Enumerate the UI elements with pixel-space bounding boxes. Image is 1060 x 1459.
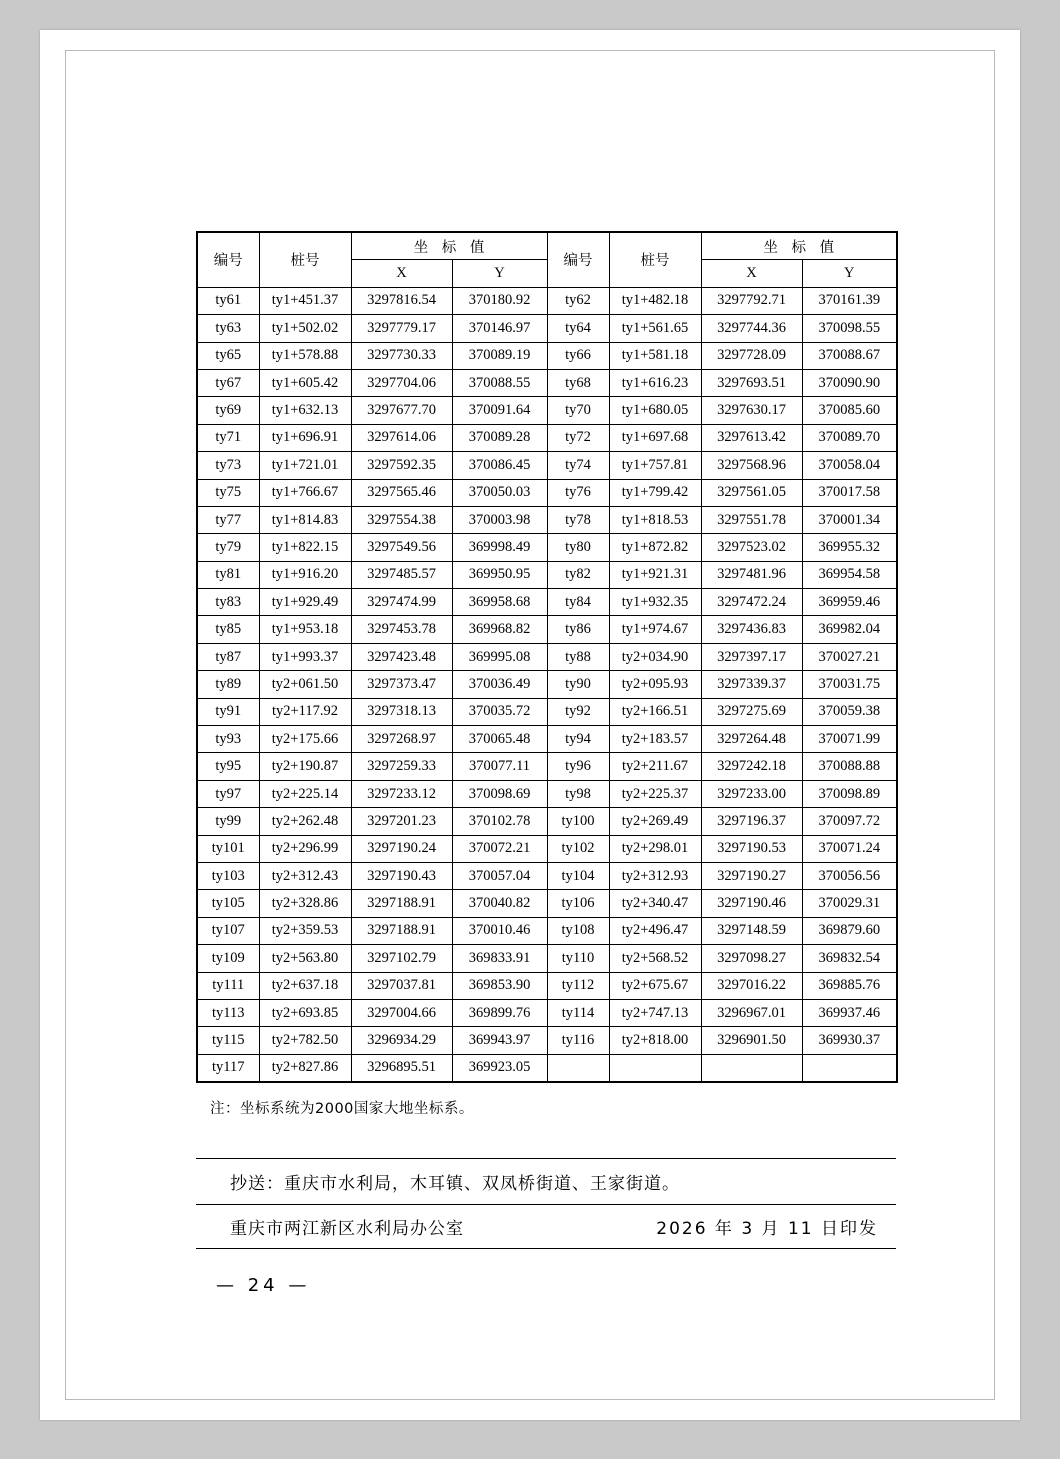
table-cell: ty1+974.67 — [609, 616, 701, 643]
table-row — [197, 369, 897, 396]
table-cell: ty2+637.18 — [259, 972, 351, 999]
table-cell: ty1+993.37 — [259, 643, 351, 670]
table-cell: 370077.11 — [452, 753, 547, 780]
table-cell: 3297614.06 — [351, 424, 452, 451]
table-cell: 3296901.50 — [701, 1027, 802, 1054]
table-cell: 3297242.18 — [701, 753, 802, 780]
table-cell: ty115 — [197, 1027, 259, 1054]
table-cell: ty1+696.91 — [259, 424, 351, 451]
table-cell: 3297190.46 — [701, 890, 802, 917]
table-cell: 3297630.17 — [701, 397, 802, 424]
table-cell: ty2+211.67 — [609, 753, 701, 780]
table-cell: 3297233.00 — [701, 780, 802, 807]
table-cell: ty1+814.83 — [259, 506, 351, 533]
table-cell: ty1+929.49 — [259, 589, 351, 616]
table-cell: ty1+766.67 — [259, 479, 351, 506]
table-cell: 370036.49 — [452, 671, 547, 698]
table-cell: ty2+296.99 — [259, 835, 351, 862]
table-cell: 370089.28 — [452, 424, 547, 451]
footer-bottom-rule — [196, 1248, 896, 1249]
table-cell: ty2+269.49 — [609, 808, 701, 835]
table-cell: ty70 — [547, 397, 609, 424]
table-cell — [609, 1054, 701, 1082]
table-row — [197, 397, 897, 424]
table-row — [197, 616, 897, 643]
table-cell: 370031.75 — [802, 671, 897, 698]
table-cell: 3297565.46 — [351, 479, 452, 506]
table-cell: ty105 — [197, 890, 259, 917]
issuer-name: 重庆市两江新区水利局办公室 — [230, 1219, 464, 1240]
table-cell: 370017.58 — [802, 479, 897, 506]
table-cell: ty1+799.42 — [609, 479, 701, 506]
table-cell: 3297613.42 — [701, 424, 802, 451]
header-id-right: 编号 — [547, 232, 609, 287]
table-cell: ty1+502.02 — [259, 315, 351, 342]
table-cell: ty90 — [547, 671, 609, 698]
table-cell: 370098.69 — [452, 780, 547, 807]
table-cell: ty74 — [547, 452, 609, 479]
table-cell: 370071.99 — [802, 726, 897, 753]
table-cell: ty2+693.85 — [259, 999, 351, 1026]
table-cell: ty116 — [547, 1027, 609, 1054]
table-cell: ty1+680.05 — [609, 397, 701, 424]
table-cell: 370091.64 — [452, 397, 547, 424]
table-cell: 370065.48 — [452, 726, 547, 753]
table-cell: 3297188.91 — [351, 917, 452, 944]
table-cell: ty96 — [547, 753, 609, 780]
table-row — [197, 589, 897, 616]
table-cell: ty101 — [197, 835, 259, 862]
table-cell: ty1+581.18 — [609, 342, 701, 369]
table-cell: 3297004.66 — [351, 999, 452, 1026]
table-cell: ty2+190.87 — [259, 753, 351, 780]
table-cell: ty71 — [197, 424, 259, 451]
table-cell: 3297453.78 — [351, 616, 452, 643]
table-cell: ty83 — [197, 589, 259, 616]
table-row — [197, 534, 897, 561]
table-row — [197, 315, 897, 342]
table-cell: ty2+175.66 — [259, 726, 351, 753]
table-cell: 369937.46 — [802, 999, 897, 1026]
table-cell: ty1+721.01 — [259, 452, 351, 479]
header-x-right: X — [701, 260, 802, 287]
table-cell: 3297423.48 — [351, 643, 452, 670]
table-cell: 3297190.43 — [351, 862, 452, 889]
table-cell: 3297704.06 — [351, 369, 452, 396]
table-cell: 369954.58 — [802, 561, 897, 588]
table-cell: 369833.91 — [452, 945, 547, 972]
table-cell: ty1+616.23 — [609, 369, 701, 396]
table-cell: ty1+578.88 — [259, 342, 351, 369]
table-row — [197, 698, 897, 725]
table-cell: ty1+451.37 — [259, 287, 351, 314]
table-row — [197, 945, 897, 972]
page-border — [65, 50, 995, 1400]
table-cell: 370056.56 — [802, 862, 897, 889]
table-cell: 369968.82 — [452, 616, 547, 643]
table-cell: ty1+632.13 — [259, 397, 351, 424]
table-cell: 3297474.99 — [351, 589, 452, 616]
table-cell: ty103 — [197, 862, 259, 889]
page-number: — 24 — — [216, 1275, 311, 1297]
table-row — [197, 424, 897, 451]
page-content — [196, 231, 896, 1296]
table-cell: 370102.78 — [452, 808, 547, 835]
table-cell: ty100 — [547, 808, 609, 835]
table-cell: ty72 — [547, 424, 609, 451]
table-cell: 370057.04 — [452, 862, 547, 889]
table-cell: ty2+166.51 — [609, 698, 701, 725]
table-cell: 369982.04 — [802, 616, 897, 643]
table-cell: 3297098.27 — [701, 945, 802, 972]
table-cell: ty1+818.53 — [609, 506, 701, 533]
table-cell: 370089.70 — [802, 424, 897, 451]
table-cell: ty68 — [547, 369, 609, 396]
table-row — [197, 671, 897, 698]
table-cell: ty64 — [547, 315, 609, 342]
table-cell: 3297190.53 — [701, 835, 802, 862]
table-cell: ty2+225.14 — [259, 780, 351, 807]
table-cell: 3297268.97 — [351, 726, 452, 753]
table-cell: ty67 — [197, 369, 259, 396]
table-cell: 3297816.54 — [351, 287, 452, 314]
table-cell: ty2+312.93 — [609, 862, 701, 889]
table-cell: 3297190.27 — [701, 862, 802, 889]
table-cell: 369899.76 — [452, 999, 547, 1026]
table-cell: ty2+117.92 — [259, 698, 351, 725]
table-cell: 3297568.96 — [701, 452, 802, 479]
table-row — [197, 479, 897, 506]
table-cell — [802, 1054, 897, 1082]
table-cell: 370050.03 — [452, 479, 547, 506]
table-cell: 370097.72 — [802, 808, 897, 835]
table-cell: ty98 — [547, 780, 609, 807]
table-cell: ty69 — [197, 397, 259, 424]
table-cell: ty91 — [197, 698, 259, 725]
table-note: 注：坐标系统为2000国家大地坐标系。 — [210, 1101, 474, 1118]
table-cell: 3297561.05 — [701, 479, 802, 506]
table-cell: ty62 — [547, 287, 609, 314]
table-cell: 370098.89 — [802, 780, 897, 807]
table-cell: 3296934.29 — [351, 1027, 452, 1054]
table-row — [197, 808, 897, 835]
table-cell — [547, 1054, 609, 1082]
table-cell: 369943.97 — [452, 1027, 547, 1054]
table-header-row-1 — [197, 232, 897, 260]
table-cell: ty2+359.53 — [259, 917, 351, 944]
header-pile-right: 桩号 — [609, 232, 701, 287]
table-cell: ty2+095.93 — [609, 671, 701, 698]
table-cell: 370059.38 — [802, 698, 897, 725]
table-cell: 3297102.79 — [351, 945, 452, 972]
table-cell: ty85 — [197, 616, 259, 643]
table-cell: ty102 — [547, 835, 609, 862]
header-pile-left: 桩号 — [259, 232, 351, 287]
table-cell: 3297549.56 — [351, 534, 452, 561]
table-cell: ty99 — [197, 808, 259, 835]
table-row — [197, 835, 897, 862]
table-cell: 370003.98 — [452, 506, 547, 533]
table-cell: ty2+340.47 — [609, 890, 701, 917]
table-cell: ty79 — [197, 534, 259, 561]
issue-row — [196, 1205, 896, 1248]
table-cell: 370029.31 — [802, 890, 897, 917]
table-cell: 3297436.83 — [701, 616, 802, 643]
table-cell: 3297373.47 — [351, 671, 452, 698]
table-row — [197, 753, 897, 780]
table-cell: ty65 — [197, 342, 259, 369]
table-cell: 370010.46 — [452, 917, 547, 944]
table-cell: ty87 — [197, 643, 259, 670]
table-cell: ty1+872.82 — [609, 534, 701, 561]
table-header — [197, 232, 897, 287]
table-cell: ty2+298.01 — [609, 835, 701, 862]
table-cell: 3297188.91 — [351, 890, 452, 917]
header-id-left: 编号 — [197, 232, 259, 287]
table-cell: ty1+561.65 — [609, 315, 701, 342]
table-cell: 3297201.23 — [351, 808, 452, 835]
table-cell: ty2+827.86 — [259, 1054, 351, 1082]
table-cell: ty78 — [547, 506, 609, 533]
table-cell: ty111 — [197, 972, 259, 999]
table-cell: ty2+782.50 — [259, 1027, 351, 1054]
table-body — [197, 287, 897, 1082]
table-cell: 3297472.24 — [701, 589, 802, 616]
table-cell: ty76 — [547, 479, 609, 506]
table-cell: ty2+563.80 — [259, 945, 351, 972]
table-cell: ty77 — [197, 506, 259, 533]
cc-line: 抄送：重庆市水利局，木耳镇、双凤桥街道、王家街道。 — [230, 1174, 680, 1195]
table-cell: ty2+312.43 — [259, 862, 351, 889]
table-cell: ty106 — [547, 890, 609, 917]
table-cell: 370035.72 — [452, 698, 547, 725]
table-cell: ty2+183.57 — [609, 726, 701, 753]
document-page — [40, 30, 1020, 1420]
table-row — [197, 917, 897, 944]
table-cell: ty1+822.15 — [259, 534, 351, 561]
table-cell: 3297728.09 — [701, 342, 802, 369]
table-cell: 370088.67 — [802, 342, 897, 369]
table-cell: ty2+262.48 — [259, 808, 351, 835]
header-x-left: X — [351, 260, 452, 287]
table-cell: 3297397.17 — [701, 643, 802, 670]
table-cell: ty93 — [197, 726, 259, 753]
table-row — [197, 643, 897, 670]
table-cell: 369923.05 — [452, 1054, 547, 1082]
table-cell: 370089.19 — [452, 342, 547, 369]
table-cell: 3297677.70 — [351, 397, 452, 424]
table-cell: 3297264.48 — [701, 726, 802, 753]
table-cell: 3297190.24 — [351, 835, 452, 862]
table-cell: 369998.49 — [452, 534, 547, 561]
table-row — [197, 1027, 897, 1054]
table-cell: ty104 — [547, 862, 609, 889]
table-cell: 370086.45 — [452, 452, 547, 479]
header-coord-group-right: 坐 标 值 — [701, 232, 897, 260]
table-cell: 3297523.02 — [701, 534, 802, 561]
table-cell: ty2+328.86 — [259, 890, 351, 917]
table-cell: 3297318.13 — [351, 698, 452, 725]
table-cell: 369879.60 — [802, 917, 897, 944]
table-cell: ty80 — [547, 534, 609, 561]
table-cell: ty2+747.13 — [609, 999, 701, 1026]
table-cell: ty75 — [197, 479, 259, 506]
table-cell: 370088.88 — [802, 753, 897, 780]
table-cell: ty1+605.42 — [259, 369, 351, 396]
table-cell: 370090.90 — [802, 369, 897, 396]
document-footer — [196, 1158, 896, 1249]
table-cell: ty63 — [197, 315, 259, 342]
table-cell: 369930.37 — [802, 1027, 897, 1054]
table-cell: ty73 — [197, 452, 259, 479]
table-cell — [701, 1054, 802, 1082]
table-cell: 369832.54 — [802, 945, 897, 972]
table-cell: 369950.95 — [452, 561, 547, 588]
table-cell: 3297554.38 — [351, 506, 452, 533]
table-cell: ty112 — [547, 972, 609, 999]
table-cell: 370071.24 — [802, 835, 897, 862]
table-cell: ty92 — [547, 698, 609, 725]
table-cell: 3297792.71 — [701, 287, 802, 314]
table-cell: ty81 — [197, 561, 259, 588]
table-row — [197, 726, 897, 753]
table-cell: 370161.39 — [802, 287, 897, 314]
table-row — [197, 999, 897, 1026]
table-cell: 3297551.78 — [701, 506, 802, 533]
table-cell: ty89 — [197, 671, 259, 698]
table-cell: ty113 — [197, 999, 259, 1026]
table-cell: 3296895.51 — [351, 1054, 452, 1082]
table-cell: ty61 — [197, 287, 259, 314]
table-cell: ty2+818.00 — [609, 1027, 701, 1054]
table-cell: 369995.08 — [452, 643, 547, 670]
table-cell: ty86 — [547, 616, 609, 643]
table-cell: ty97 — [197, 780, 259, 807]
coordinate-table — [196, 231, 898, 1083]
table-row — [197, 506, 897, 533]
table-cell: 3297275.69 — [701, 698, 802, 725]
table-cell: 370058.04 — [802, 452, 897, 479]
table-cell: ty2+496.47 — [609, 917, 701, 944]
table-cell: 369885.76 — [802, 972, 897, 999]
table-cell: 3297339.37 — [701, 671, 802, 698]
table-cell: 370146.97 — [452, 315, 547, 342]
table-cell: ty117 — [197, 1054, 259, 1082]
table-cell: ty1+932.35 — [609, 589, 701, 616]
table-cell: ty94 — [547, 726, 609, 753]
table-cell: 369853.90 — [452, 972, 547, 999]
table-cell: 3297592.35 — [351, 452, 452, 479]
table-row — [197, 287, 897, 314]
header-y-right: Y — [802, 260, 897, 287]
table-cell: 3297693.51 — [701, 369, 802, 396]
table-cell: 370098.55 — [802, 315, 897, 342]
table-cell: ty1+916.20 — [259, 561, 351, 588]
table-cell: ty108 — [547, 917, 609, 944]
table-cell: ty88 — [547, 643, 609, 670]
table-row — [197, 342, 897, 369]
table-row — [197, 862, 897, 889]
table-cell: ty2+061.50 — [259, 671, 351, 698]
table-cell: 370001.34 — [802, 506, 897, 533]
header-y-left: Y — [452, 260, 547, 287]
table-cell: 3297196.37 — [701, 808, 802, 835]
table-cell: ty1+921.31 — [609, 561, 701, 588]
table-cell: 370072.21 — [452, 835, 547, 862]
table-cell: ty2+675.67 — [609, 972, 701, 999]
table-cell: 370088.55 — [452, 369, 547, 396]
table-row — [197, 890, 897, 917]
table-cell: ty114 — [547, 999, 609, 1026]
table-cell: 3297744.36 — [701, 315, 802, 342]
table-cell: 3297233.12 — [351, 780, 452, 807]
table-cell: ty1+697.68 — [609, 424, 701, 451]
table-cell: 3296967.01 — [701, 999, 802, 1026]
table-row — [197, 452, 897, 479]
table-row — [197, 972, 897, 999]
table-cell: ty109 — [197, 945, 259, 972]
table-cell: 3297481.96 — [701, 561, 802, 588]
table-cell: ty1+953.18 — [259, 616, 351, 643]
table-cell: ty1+757.81 — [609, 452, 701, 479]
table-cell: 369958.68 — [452, 589, 547, 616]
table-cell: ty95 — [197, 753, 259, 780]
table-cell: 3297259.33 — [351, 753, 452, 780]
table-cell: 369959.46 — [802, 589, 897, 616]
table-cell: 370027.21 — [802, 643, 897, 670]
table-cell: ty2+034.90 — [609, 643, 701, 670]
table-cell: 3297485.57 — [351, 561, 452, 588]
table-cell: 3297779.17 — [351, 315, 452, 342]
table-cell: 369955.32 — [802, 534, 897, 561]
table-cell: 3297730.33 — [351, 342, 452, 369]
table-row — [197, 561, 897, 588]
table-cell: ty2+225.37 — [609, 780, 701, 807]
table-cell: ty1+482.18 — [609, 287, 701, 314]
table-cell: ty110 — [547, 945, 609, 972]
table-cell: ty107 — [197, 917, 259, 944]
table-cell: ty84 — [547, 589, 609, 616]
table-cell: 370040.82 — [452, 890, 547, 917]
issue-date: 2026 年 3 月 11 日印发 — [656, 1219, 878, 1240]
table-cell: ty82 — [547, 561, 609, 588]
table-cell: 370180.92 — [452, 287, 547, 314]
table-cell: ty2+568.52 — [609, 945, 701, 972]
table-row — [197, 1054, 897, 1082]
table-cell: 3297037.81 — [351, 972, 452, 999]
table-cell: ty66 — [547, 342, 609, 369]
table-cell: 370085.60 — [802, 397, 897, 424]
table-cell: 3297148.59 — [701, 917, 802, 944]
header-coord-group-left: 坐 标 值 — [351, 232, 547, 260]
table-cell: 3297016.22 — [701, 972, 802, 999]
table-row — [197, 780, 897, 807]
